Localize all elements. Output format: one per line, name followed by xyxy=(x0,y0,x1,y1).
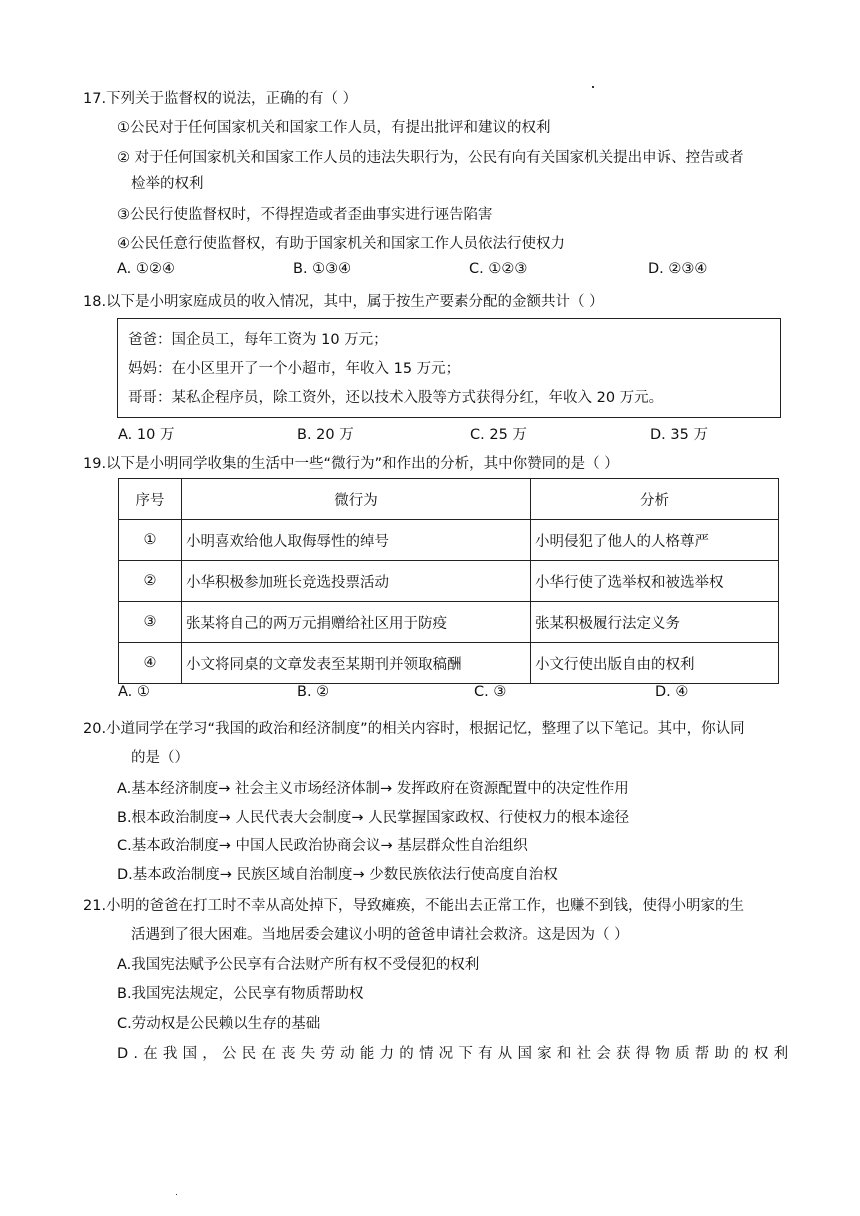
row-analysis: 小文行使出版自由的权利 xyxy=(531,643,779,684)
row-index: ③ xyxy=(119,602,182,643)
row-analysis: 张某积极履行法定义务 xyxy=(531,602,779,643)
row-behavior: 小华积极参加班长竞选投票活动 xyxy=(182,561,531,602)
question-17-option-a[interactable]: A. ①②④ xyxy=(117,261,175,277)
question-17-stem: 17.下列关于监督权的说法，正确的有（ ） xyxy=(83,91,358,107)
row-index: ② xyxy=(119,561,182,602)
question-21-stem-cont: 活遇到了很大困难。当地居委会建议小明的爸爸申请社会救济。这是因为（ ） xyxy=(131,927,629,943)
question-17-option-c[interactable]: C. ①②③ xyxy=(469,261,528,277)
question-17-item-3: ③公民行使监督权时，不得捏造或者歪曲事实进行诬告陷害 xyxy=(117,207,493,223)
question-21-option-c[interactable]: C.劳动权是公民赖以生存的基础 xyxy=(117,1016,321,1032)
table-row xyxy=(119,643,779,684)
question-20-option-c[interactable]: C.基本政治制度→ 中国人民政治协商会议→ 基层群众性自治组织 xyxy=(117,838,528,854)
question-17-item-2-cont: 检举的权利 xyxy=(131,176,204,192)
table-row xyxy=(119,520,779,561)
question-20-option-b[interactable]: B.根本政治制度→ 人民代表大会制度→ 人民掌握国家政权、行使权力的根本途径 xyxy=(117,810,630,826)
table-row xyxy=(119,602,779,643)
question-17-option-b[interactable]: B. ①③④ xyxy=(293,261,352,277)
row-analysis: 小华行使了选举权和被选举权 xyxy=(531,561,779,602)
table-header-row xyxy=(119,479,779,520)
income-box xyxy=(117,318,781,418)
question-20-stem-cont: 的是（） xyxy=(131,750,189,766)
row-behavior: 张某将自己的两万元捐赠给社区用于防疫 xyxy=(182,602,531,643)
income-line-mother: 妈妈：在小区里开了一个小超市，年收入 15 万元； xyxy=(128,361,461,377)
question-21-option-d[interactable]: D.在我国，公民在丧失劳动能力的情况下有从国家和社会获得物质帮助的权利 xyxy=(117,1046,794,1062)
micro-behavior-table xyxy=(118,478,779,684)
income-line-father: 爸爸：国企员工，每年工资为 10 万元； xyxy=(128,332,388,348)
question-17-item-4: ④公民任意行使监督权，有助于国家机关和国家工作人员依法行使权力 xyxy=(117,236,565,252)
header-behavior: 微行为 xyxy=(182,479,531,520)
row-behavior: 小文将同桌的文章发表至某期刊并领取稿酬 xyxy=(182,643,531,684)
question-17-item-2: ② 对于任何国家机关和国家工作人员的违法失职行为，公民有向有关国家机关提出申诉、控告或者 xyxy=(117,150,744,166)
question-18-option-b[interactable]: B. 20 万 xyxy=(297,427,354,443)
table-row xyxy=(119,561,779,602)
question-21-option-b[interactable]: B.我国宪法规定，公民享有物质帮助权 xyxy=(117,986,364,1002)
question-19-option-b[interactable]: B. ② xyxy=(297,684,330,700)
question-21-stem: 21.小明的爸爸在打工时不幸从高处掉下，导致瘫痪，不能出去正常工作，也赚不到钱，使得小明家的生 xyxy=(83,898,745,914)
header-index: 序号 xyxy=(119,479,182,520)
scan-dot xyxy=(176,1194,177,1195)
income-line-brother: 哥哥：某私企程序员，除工资外，还以技术入股等方式获得分红，年收入 20 万元。 xyxy=(128,390,664,406)
row-behavior: 小明喜欢给他人取侮辱性的绰号 xyxy=(182,520,531,561)
row-index: ① xyxy=(119,520,182,561)
question-18-option-d[interactable]: D. 35 万 xyxy=(650,427,708,443)
question-19-option-c[interactable]: C. ③ xyxy=(474,684,507,700)
question-21-option-a[interactable]: A.我国宪法赋予公民享有合法财产所有权不受侵犯的权利 xyxy=(117,957,480,973)
question-19-option-d[interactable]: D. ④ xyxy=(655,684,689,700)
question-17-item-1: ①公民对于任何国家机关和国家工作人员，有提出批评和建议的权利 xyxy=(117,120,551,136)
row-analysis: 小明侵犯了他人的人格尊严 xyxy=(531,520,779,561)
question-20-stem: 20.小道同学在学习“我国的政治和经济制度”的相关内容时，根据记忆，整理了以下笔记。其中，你认同 xyxy=(83,721,745,737)
header-analysis: 分析 xyxy=(531,479,779,520)
scan-dot xyxy=(592,86,594,88)
question-18-option-a[interactable]: A. 10 万 xyxy=(118,427,175,443)
question-20-option-a[interactable]: A.基本经济制度→ 社会主义市场经济体制→ 发挥政府在资源配置中的决定性作用 xyxy=(117,781,629,797)
question-19-stem: 19.以下是小明同学收集的生活中一些“微行为”和作出的分析，其中你赞同的是（ ） xyxy=(83,456,619,472)
question-20-option-d[interactable]: D.基本政治制度→ 民族区域自治制度→ 少数民族依法行使高度自治权 xyxy=(117,867,558,883)
question-18-stem: 18.以下是小明家庭成员的收入情况，其中，属于按生产要素分配的金额共计（ ） xyxy=(83,294,604,310)
row-index: ④ xyxy=(119,643,182,684)
question-19-option-a[interactable]: A. ① xyxy=(118,684,150,700)
question-18-option-c[interactable]: C. 25 万 xyxy=(470,427,527,443)
question-17-option-d[interactable]: D. ②③④ xyxy=(648,261,708,277)
